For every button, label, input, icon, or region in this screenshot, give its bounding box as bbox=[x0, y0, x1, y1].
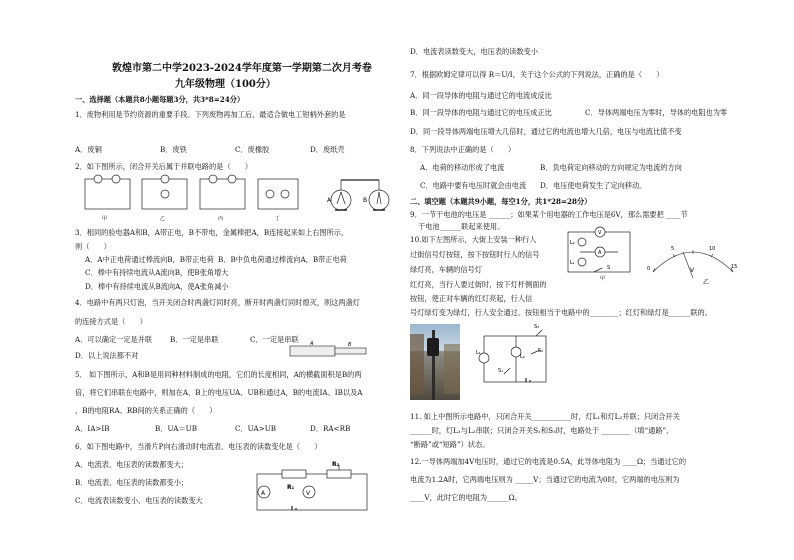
q10-dial-10: 10 bbox=[709, 246, 716, 252]
section-choice: 一、选择题（本题共8小题每题3分，共3*8=24分） bbox=[75, 95, 245, 104]
q5-option-b: B．UA＝UB bbox=[155, 424, 198, 433]
q7-option-a: A．同一段导体的电阻与通过它的电流成反比 bbox=[410, 91, 552, 100]
q3-text: 3．相同的验电器A和B，A带正电，B不带电，金属棒把A，B连接起来如上右图所示， bbox=[75, 228, 349, 237]
q5-text-2: 倍，将它们串联在电路中，则加在A，B上的电压UA、UB和通过A，B的电流IA、IB以及A bbox=[75, 388, 363, 397]
exam-title: 敦煌市第二中学2023-2024学年度第一学期第二次月考卷 bbox=[112, 63, 372, 74]
q5-conductor-figure bbox=[288, 342, 368, 360]
q9-text: 9．一节干电池的电压是 ______；如果某个用电器的工作电压是6V，那么需要把 ____节 bbox=[410, 210, 688, 219]
q1-option-c: C．废橡胶 bbox=[235, 145, 270, 154]
q10-dial-yi: 乙 bbox=[703, 279, 710, 286]
q11-circuit-figure bbox=[476, 322, 556, 388]
q2-label-1: 甲 bbox=[102, 216, 108, 222]
q2-label-2: 乙 bbox=[160, 216, 166, 222]
q5-option-a: A．IA>IB bbox=[75, 424, 110, 433]
q6-text: 6．如下图电路中，当滑片P向右滑动时电流表、电压表的读数变化是（ ） bbox=[75, 442, 322, 451]
q8-text: 8．下列说法中正确的是（ ） bbox=[410, 145, 516, 154]
q9-text-2: 干电池______联起来使用。 bbox=[418, 222, 505, 231]
q6-circuit-figure bbox=[252, 461, 372, 514]
q4-text-2: 的连接方式是（ ） bbox=[75, 317, 147, 326]
section-fill: 二、填空题（本题共9小题，每空1分，共1*28=28分） bbox=[410, 197, 592, 206]
q3-option-a: A．A中正电荷通过棒流向B，B带正电荷 bbox=[85, 255, 214, 264]
q12-text-3: ____V，此时它的电阻为______Ω。 bbox=[410, 493, 522, 502]
q5-option-c: C．UA>UB bbox=[235, 424, 277, 433]
q7-text: 7．根据欧姆定律可以得 R＝U/I，关于这个公式的下列说法，正确的是（ ） bbox=[410, 70, 664, 79]
q1-text: 1．废物利用是节约资源的重要手段。下列废物再加工后，最适合做电工钳柄外套的是 bbox=[75, 110, 346, 119]
q10-dial-0: 0 bbox=[647, 266, 651, 272]
q4-text: 4．电路中有两只灯泡，当开关闭合时两盏灯同时亮，断开时两盏灯同时熄灭，则这两盏灯 bbox=[75, 298, 360, 307]
q2-label-3: 丙 bbox=[218, 216, 224, 222]
q3-option-d: D．棒中有持续电流从B流向A，使A张角减小 bbox=[85, 282, 229, 291]
exam-subtitle: 九年级物理（100分） bbox=[175, 79, 276, 90]
q10-label-s: S bbox=[607, 265, 611, 271]
q3-text-2: 则（ ） bbox=[75, 242, 111, 251]
q5-text: 5． 如下图所示，A和B是用同种材料制成的电阻，它们的长度相同，A的横截面积是B的两 bbox=[75, 370, 362, 379]
q3-electroscopes-figure bbox=[327, 176, 393, 216]
q2-label-4: 丁 bbox=[275, 216, 281, 222]
q6-option-c: C．电流表读数变小、电压表的读数变大 bbox=[75, 496, 203, 505]
q4-option-b: B．一定是串联 bbox=[170, 335, 219, 344]
q8-option-a: A．电荷的移动形成了电流 bbox=[420, 163, 505, 172]
q6-label-r1: R₁ bbox=[287, 484, 295, 491]
q4-option-a: A．可以确定一定是并联 bbox=[75, 335, 153, 344]
q6-option-a: A．电流表、电压表的读数都变大； bbox=[75, 460, 189, 469]
q2-circuits-figure bbox=[80, 174, 320, 224]
q10-text-4: 红灯亮，当行人要过街时，按下灯杆侧面的 bbox=[410, 280, 547, 289]
q1-option-d: D．废纸壳 bbox=[310, 145, 345, 154]
q11-text: 11. 如上中图所示电路中，只闭合开关___________时，灯L₁和灯L₂并联；只闭合开关 bbox=[410, 412, 680, 421]
q11-text-3: “断路”或“短路”）状态。 bbox=[410, 440, 490, 449]
q7-option-d: D．同一段导体两端电压增大几倍时，通过它的电流也增大几倍，电压与电流比值不变 bbox=[410, 127, 682, 136]
q4-option-d: D．以上说法都不对 bbox=[75, 351, 139, 360]
q10-dial-v: V bbox=[690, 267, 695, 274]
q10-label-l1: L₁ bbox=[570, 260, 575, 266]
q10-label-a: A bbox=[598, 250, 602, 256]
q10-text-3: 绿灯亮，车辆的信号灯 bbox=[410, 265, 482, 274]
q10-text-6: 号灯绿灯变为绿灯，行人安全通过。按钮相当于电路中的________；红灯和绿灯是______联的。 bbox=[410, 308, 712, 317]
q6-option-b: B．电流表、电压表的读数都变小； bbox=[75, 478, 189, 487]
q7-option-c: C．导体两端电压为零时，导体的电阻也为零 bbox=[585, 108, 728, 117]
q3-label-a: A bbox=[327, 197, 332, 204]
q6-label-v: V bbox=[306, 490, 311, 497]
q11-label-s1: S₁ bbox=[498, 368, 504, 374]
q11-text-2: ______时，灯L₁与L₂串联；只闭合开关S₁和S₃时，电路处于 ________（填“通路”、 bbox=[410, 426, 674, 435]
q8-option-c: C．电路中要有电压时就会由电流 bbox=[420, 181, 527, 190]
q6-label-r2: R₂ bbox=[332, 461, 340, 468]
q10-text-5: 按钮，使正对车辆的红灯亮起，行人信 bbox=[410, 294, 533, 303]
q10-voltmeter-dial bbox=[643, 232, 743, 288]
q5-label-a: A bbox=[310, 341, 314, 347]
q10-text: 10.如下左图所示，大街上安装一种行人 bbox=[410, 235, 537, 244]
q3-option-b: B．B中负电荷通过棒流向A，B带正电荷 bbox=[218, 255, 347, 264]
q4-option-c: C．一定是串联 bbox=[250, 335, 299, 344]
q10-label-v: V bbox=[598, 230, 602, 236]
q12-text-2: 电流为1.2A时，它两端电压则为 _____V；当通过它的电流为0时，它两端的电压则为 bbox=[410, 475, 680, 484]
q11-label-l2: L₂ bbox=[520, 354, 525, 360]
q10-dial-5: 5 bbox=[671, 246, 675, 252]
q1-option-b: B．废铁 bbox=[160, 145, 187, 154]
q5-text-3: ，B的电阻RA、RB间的关系正确的（ ） bbox=[75, 406, 217, 415]
q10-circuit-figure bbox=[560, 228, 635, 280]
q6-option-d: D．电流表读数变大，电压表的读数变小 bbox=[410, 47, 538, 56]
q10-label-jia: 甲 bbox=[600, 276, 606, 282]
q10-label-l2: L₂ bbox=[570, 240, 575, 246]
q8-option-b: B．负电荷定向移动的方向规定为电流的方向 bbox=[540, 163, 682, 172]
q2-text: 2．如下图所示，闭合开关后属于并联电路的是（ ） bbox=[75, 162, 253, 171]
q10-dial-15: 15 bbox=[731, 264, 738, 270]
q6-label-a: A bbox=[261, 490, 266, 497]
q7-option-b: B．同一段导体的电阻与通过它的电压成正比 bbox=[410, 108, 552, 117]
q5-label-b: B bbox=[348, 342, 352, 348]
q11-label-s3: S₃ bbox=[534, 324, 540, 330]
q11-label-l1: L₁ bbox=[476, 350, 481, 356]
q11-label-s2: S₂ bbox=[538, 348, 544, 354]
q12-text: 12.一导体两端加4V电压时，通过它的电流是0.5A，此导体电阻为 ____Ω；当通过它的 bbox=[410, 457, 687, 466]
q1-option-a: A．废铜 bbox=[75, 145, 102, 154]
traffic-light-photo bbox=[410, 324, 460, 400]
q3-option-c: C．棒中有持续电流从A流向B，使B张角增大 bbox=[85, 268, 229, 277]
q8-option-d: D．电压使电荷发生了定向移动。 bbox=[540, 181, 647, 190]
q5-option-d: D．RA<RB bbox=[310, 424, 351, 433]
q10-text-2: 过街信号灯按钮，按下按钮时行人的信号 bbox=[410, 250, 540, 259]
q3-label-b: B bbox=[363, 197, 368, 204]
